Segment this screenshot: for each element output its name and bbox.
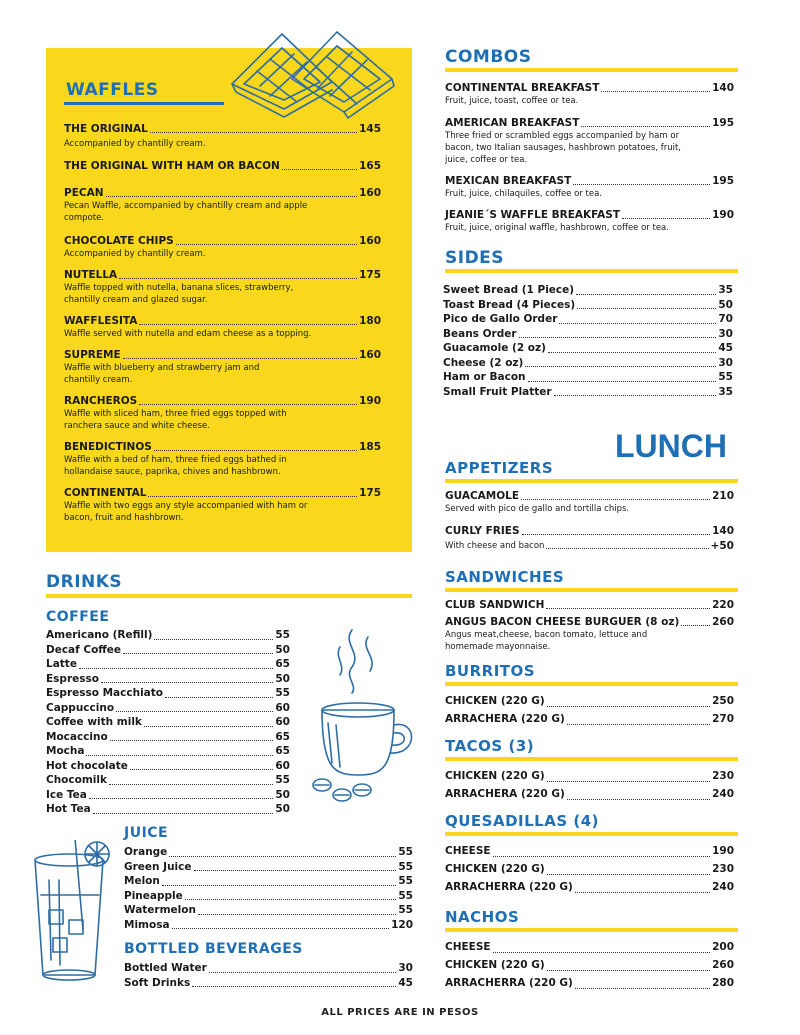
list-item [445, 860, 734, 878]
leader-dots [554, 395, 717, 396]
item-name: CLUB SANDWICH [445, 599, 545, 611]
item-description: Accompanied by chantilly cream. [64, 249, 206, 259]
combos-rule [445, 68, 738, 72]
item-name: Orange [124, 846, 168, 858]
item-description: Waffle with sliced ham, three fried eggs topped with ranchera sauce and white cheese. [64, 409, 287, 431]
leader-dots [567, 724, 710, 725]
item-name: Watermelon [124, 904, 196, 916]
item-price: 55 [275, 774, 290, 786]
item-name: THE ORIGINAL WITH HAM OR BACON [64, 160, 280, 172]
item-name: Hot chocolate [46, 759, 128, 772]
list-item [46, 759, 290, 774]
drinks-title: DRINKS [46, 572, 123, 592]
list-item [445, 175, 734, 200]
item-price: 55 [398, 875, 413, 887]
list-item [124, 860, 413, 875]
list-item [124, 903, 413, 918]
list-item [46, 701, 290, 716]
item-name: MEXICAN BREAKFAST [445, 175, 572, 187]
list-item [445, 785, 734, 803]
leader-dots [109, 784, 273, 785]
juice-title: JUICE [124, 825, 169, 841]
item-name: ARRACHERRA (220 G) [445, 977, 573, 989]
list-item [46, 802, 290, 817]
item-name: BENEDICTINOS [64, 441, 152, 453]
item-price: 175 [359, 487, 381, 499]
item-price: 70 [718, 313, 733, 325]
combos-title: COMBOS [445, 47, 532, 67]
item-price: 160 [359, 349, 381, 361]
waffles-title-underline [64, 102, 224, 105]
item-name: GUACAMOLE [445, 490, 520, 502]
item-name: CHICKEN (220 G) [445, 695, 545, 707]
item-price: 65 [275, 658, 290, 670]
item-description: Waffle with two eggs any style accompanied with ham or bacon, fruit and hashbrown. [64, 501, 308, 523]
leader-dots [577, 308, 716, 309]
list-item [46, 773, 290, 788]
bottled-list [124, 961, 413, 990]
list-item [443, 312, 733, 327]
item-price: 180 [359, 315, 381, 327]
list-item [445, 616, 734, 653]
leader-dots [162, 885, 397, 886]
item-price: 50 [718, 298, 733, 311]
list-item [445, 767, 734, 785]
item-name: CHICKEN (220 G) [445, 959, 545, 971]
leader-dots [567, 799, 710, 800]
item-name: CHICKEN (220 G) [445, 863, 545, 875]
item-name: ARRACHERA (220 G) [445, 713, 565, 725]
leader-dots [144, 726, 273, 727]
list-item [46, 715, 290, 730]
waffles-list [64, 123, 381, 524]
coffee-cup-icon [300, 625, 418, 810]
bottled-title: BOTTLED BEVERAGES [124, 941, 303, 957]
item-name: ANGUS BACON CHEESE BURGUER (8 oz) [445, 616, 680, 628]
item-price: 190 [359, 395, 381, 407]
sides-title: SIDES [445, 248, 505, 268]
leader-dots [547, 970, 710, 971]
quesadillas-list [445, 842, 734, 896]
item-name: Espresso [46, 672, 99, 685]
item-name: Ham or Bacon [443, 371, 526, 383]
item-price: 50 [275, 672, 290, 685]
leader-dots [185, 899, 397, 900]
item-price: 190 [712, 209, 734, 221]
item-name: Mimosa [124, 918, 170, 931]
list-item [445, 82, 734, 107]
list-item [46, 686, 290, 701]
item-name: Decaf Coffee [46, 643, 122, 656]
item-name: AMERICAN BREAKFAST [445, 117, 580, 129]
list-item [445, 956, 734, 974]
quesadillas-rule [445, 832, 738, 836]
item-name: Soft Drinks [124, 976, 191, 989]
coffee-title: COFFEE [46, 609, 110, 625]
item-name: WAFFLESITA [64, 315, 138, 327]
leader-dots [493, 856, 711, 857]
list-item [445, 842, 734, 860]
sides-list [443, 283, 733, 399]
item-description: Pecan Waffle, accompanied by chantilly cream and apple compote. [64, 201, 308, 223]
list-item [445, 974, 734, 992]
item-price: 160 [359, 187, 381, 199]
list-item [46, 744, 290, 759]
leader-dots [576, 294, 716, 295]
leader-dots [575, 892, 710, 893]
sides-rule [445, 269, 738, 273]
item-price: 50 [275, 788, 290, 801]
list-item [445, 525, 734, 538]
item-name: RANCHEROS [64, 395, 138, 407]
leader-dots [548, 352, 716, 353]
leader-dots [209, 972, 397, 973]
item-name: Sweet Bread (1 Piece) [443, 284, 575, 296]
item-price: 45 [718, 342, 733, 354]
quesadillas-title: QUESADILLAS (4) [445, 812, 600, 830]
item-name: Ice Tea [46, 788, 87, 801]
list-item [445, 117, 734, 166]
leader-dots [93, 813, 274, 814]
item-price: 50 [275, 643, 290, 656]
item-name: Cappuccino [46, 701, 115, 714]
leader-dots [198, 914, 396, 915]
tacos-title: TACOS (3) [445, 737, 535, 755]
list-item [64, 487, 381, 524]
item-price: 145 [359, 123, 381, 135]
item-price: 230 [712, 770, 734, 782]
sandwiches-title: SANDWICHES [445, 568, 565, 586]
item-price: 140 [712, 525, 734, 537]
nachos-list [445, 938, 734, 992]
item-price: 250 [712, 695, 734, 707]
item-price: 190 [712, 845, 734, 857]
item-description: Waffle topped with nutella, banana slices, strawberry, chantilly cream and glazed sugar. [64, 283, 294, 305]
item-name: Coffee with milk [46, 716, 142, 728]
leader-dots [519, 337, 717, 338]
item-price: 55 [718, 371, 733, 383]
list-item [64, 187, 381, 224]
burritos-list [445, 692, 734, 728]
tacos-list [445, 767, 734, 803]
burritos-title: BURRITOS [445, 662, 536, 680]
leader-dots [194, 870, 397, 871]
item-name: PECAN [64, 187, 104, 199]
list-item [64, 160, 381, 173]
item-price: +50 [710, 540, 734, 552]
item-price: 55 [398, 846, 413, 858]
item-price: 55 [398, 860, 413, 873]
appetizers-title: APPETIZERS [445, 459, 554, 477]
item-name: Mocha [46, 745, 85, 757]
list-item [445, 878, 734, 896]
item-price: 195 [712, 117, 734, 129]
list-item [46, 628, 290, 643]
item-price: 260 [712, 616, 734, 628]
item-name: ARRACHERA (220 G) [445, 788, 565, 800]
juice-list [124, 845, 413, 932]
item-price: 220 [712, 599, 734, 611]
item-description: Waffle with a bed of ham, three fried eggs bathed in hollandaise sauce, paprika, chives and hashbrown. [64, 455, 287, 477]
list-item [46, 672, 290, 687]
item-name: Hot Tea [46, 803, 91, 815]
leader-dots [547, 781, 710, 782]
list-item [124, 961, 413, 976]
nachos-rule [445, 928, 738, 932]
item-price: 35 [718, 284, 733, 296]
item-description: Angus meat,cheese, bacon tomato, lettuce and homemade mayonnaise. [445, 630, 648, 652]
list-item [64, 269, 381, 306]
item-price: 210 [712, 490, 734, 502]
item-name: Mocaccino [46, 730, 108, 743]
list-item [64, 315, 381, 340]
leader-dots [525, 366, 716, 367]
list-item [445, 938, 734, 956]
list-item [46, 643, 290, 658]
item-price: 175 [359, 269, 381, 281]
item-price: 200 [712, 941, 734, 953]
waffles-title: WAFFLES [66, 80, 159, 100]
item-price: 60 [275, 701, 290, 714]
item-name: CONTINENTAL BREAKFAST [445, 82, 600, 94]
leader-dots [116, 711, 273, 712]
leader-dots [575, 988, 710, 989]
lunch-title: LUNCH [615, 428, 727, 464]
item-name: Green Juice [124, 860, 192, 873]
leader-dots [172, 928, 390, 929]
list-item [443, 356, 733, 371]
item-price: 55 [398, 889, 413, 902]
list-item [445, 599, 734, 612]
sandwiches-list [445, 599, 734, 653]
item-price: 260 [712, 959, 734, 971]
appetizers-rule [445, 479, 738, 483]
item-name: Pico de Gallo Order [443, 313, 558, 325]
item-price: 195 [712, 175, 734, 187]
appetizers-list [445, 490, 734, 552]
item-name: ARRACHERRA (220 G) [445, 881, 573, 893]
item-description: Accompanied by chantilly cream. [64, 139, 206, 149]
waffle-illustration-icon [222, 24, 402, 119]
item-name: CHOCOLATE CHIPS [64, 235, 174, 247]
item-price: 140 [712, 82, 734, 94]
item-name: Americano (Refill) [46, 629, 153, 641]
item-name: Small Fruit Platter [443, 385, 552, 398]
list-item [64, 123, 381, 150]
list-item [124, 845, 413, 860]
list-item [445, 692, 734, 710]
item-name: NUTELLA [64, 269, 118, 281]
item-price: 60 [275, 716, 290, 728]
list-item [124, 918, 413, 933]
drinks-rule [46, 594, 412, 598]
item-price: 270 [712, 713, 734, 725]
leader-dots [192, 986, 396, 987]
leader-dots [130, 769, 274, 770]
item-name: Toast Bread (4 Pieces) [443, 298, 576, 311]
item-description: Waffle with blueberry and strawberry jam and chantilly cream. [64, 363, 260, 385]
leader-dots [493, 952, 711, 953]
item-description: Fruit, juice, original waffle, hashbrown, coffee or tea. [445, 223, 669, 233]
list-item [64, 235, 381, 260]
list-item [46, 788, 290, 803]
list-item [443, 298, 733, 313]
list-item [124, 889, 413, 904]
list-item [443, 370, 733, 385]
nachos-title: NACHOS [445, 908, 520, 926]
item-description: Waffle served with nutella and edam cheese as a topping. [64, 329, 312, 339]
leader-dots [154, 639, 273, 640]
leader-dots [101, 682, 273, 683]
item-price: 240 [712, 788, 734, 800]
item-price: 60 [275, 759, 290, 772]
item-name: CONTINENTAL [64, 487, 147, 499]
item-name: With cheese and bacon [445, 541, 545, 551]
sandwiches-rule [445, 588, 738, 592]
leader-dots [547, 706, 710, 707]
item-name: Guacamole (2 oz) [443, 342, 546, 354]
burritos-rule [445, 682, 738, 686]
item-name: SUPREME [64, 349, 121, 361]
item-price: 120 [391, 918, 413, 931]
item-name: Chocomilk [46, 774, 107, 786]
item-price: 50 [275, 803, 290, 815]
tacos-rule [445, 757, 738, 761]
item-name: Espresso Macchiato [46, 687, 163, 699]
item-price: 165 [359, 160, 381, 172]
item-description: Served with pico de gallo and tortilla chips. [445, 504, 630, 514]
item-name: Melon [124, 875, 160, 887]
leader-dots [169, 856, 396, 857]
item-price: 55 [275, 629, 290, 641]
item-description: Fruit, juice, chilaquiles, coffee or tea. [445, 189, 602, 199]
item-name: JEANIE´S WAFFLE BREAKFAST [445, 209, 620, 221]
item-price: 230 [712, 863, 734, 875]
item-price: 30 [718, 356, 733, 369]
juice-glass-icon [25, 840, 120, 990]
leader-dots [89, 798, 273, 799]
item-price: 30 [398, 962, 413, 974]
leader-dots [559, 323, 716, 324]
item-price: 280 [712, 977, 734, 989]
list-item [445, 710, 734, 728]
item-price: 185 [359, 441, 381, 453]
leader-dots [86, 755, 273, 756]
list-item [445, 540, 734, 552]
list-item [445, 209, 734, 234]
footer-note: ALL PRICES ARE IN PESOS [321, 1007, 479, 1018]
item-name: Pineapple [124, 889, 183, 902]
list-item [46, 657, 290, 672]
list-item [46, 730, 290, 745]
item-name: Beans Order [443, 327, 517, 340]
item-price: 45 [398, 976, 413, 989]
leader-dots [110, 740, 274, 741]
item-name: Cheese (2 oz) [443, 356, 524, 369]
item-price: 55 [398, 904, 413, 916]
list-item [443, 341, 733, 356]
item-price: 35 [718, 385, 733, 398]
item-name: CHEESE [445, 941, 491, 953]
item-price: 30 [718, 327, 733, 340]
list-item [443, 327, 733, 342]
list-item [443, 283, 733, 298]
list-item [445, 490, 734, 515]
item-name: Latte [46, 658, 77, 670]
item-name: CURLY FRIES [445, 525, 520, 537]
item-name: CHICKEN (220 G) [445, 770, 545, 782]
leader-dots [165, 697, 273, 698]
list-item [124, 874, 413, 889]
list-item [443, 385, 733, 400]
list-item [124, 976, 413, 991]
coffee-list [46, 628, 290, 817]
item-price: 55 [275, 687, 290, 699]
leader-dots [528, 381, 717, 382]
list-item [64, 395, 381, 432]
combos-list [445, 82, 734, 234]
item-price: 65 [275, 745, 290, 757]
list-item [64, 441, 381, 478]
item-price: 240 [712, 881, 734, 893]
item-description: Three fried or scrambled eggs accompanied by ham or bacon, two Italian sausages, hashbrown potatoes, fruit, juice, coffee or tea. [445, 131, 682, 165]
leader-dots [79, 668, 273, 669]
item-name: Bottled Water [124, 962, 207, 974]
item-name: THE ORIGINAL [64, 123, 148, 135]
item-name: CHEESE [445, 845, 491, 857]
item-price: 65 [275, 730, 290, 743]
leader-dots [547, 874, 710, 875]
list-item [64, 349, 381, 386]
leader-dots [123, 653, 273, 654]
item-description: Fruit, juice, toast, coffee or tea. [445, 96, 579, 106]
item-price: 160 [359, 235, 381, 247]
